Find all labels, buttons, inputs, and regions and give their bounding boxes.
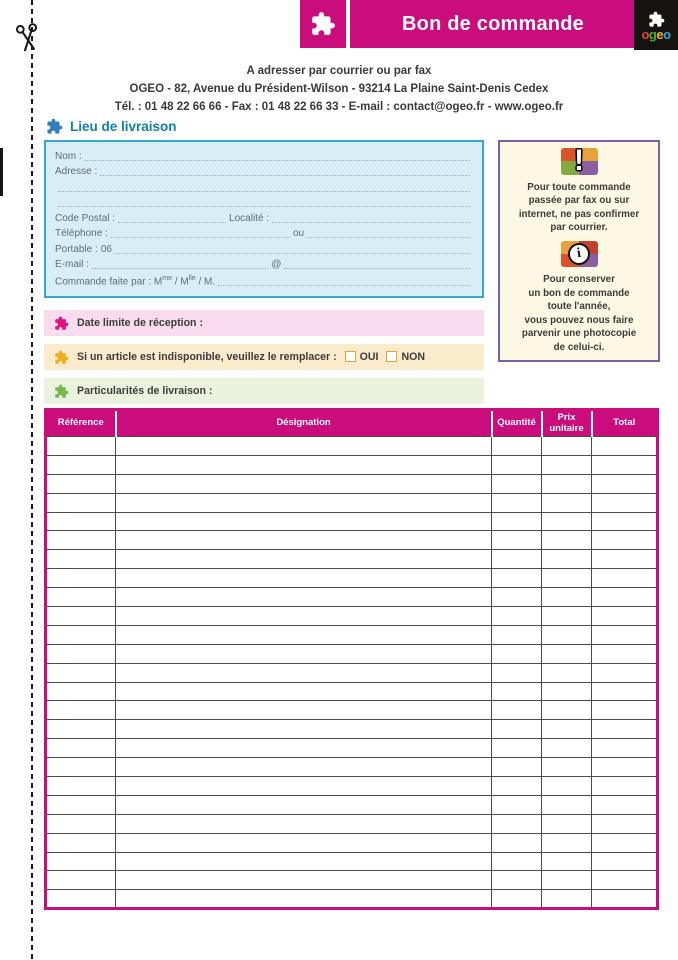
table-cell[interactable] [492,739,542,758]
non-label: NON [401,351,426,363]
delivery-form-box [44,140,484,298]
table-cell[interactable] [116,455,492,474]
table-cell[interactable] [116,739,492,758]
table-cell[interactable] [492,852,542,871]
table-cell[interactable] [492,720,542,739]
telephone-label: Téléphone : [55,228,108,240]
commande-par-input[interactable] [218,274,470,286]
table-cell[interactable] [542,758,592,777]
table-cell[interactable] [492,644,542,663]
table-cell[interactable] [592,720,658,739]
col-designation: Désignation [116,410,492,437]
table-row [46,512,658,531]
table-cell[interactable] [492,455,542,474]
table-cell[interactable] [116,720,492,739]
table-cell[interactable] [592,663,658,682]
table-row [46,625,658,644]
table-cell[interactable] [46,569,116,588]
table-cell[interactable] [592,777,658,796]
form-row [55,149,473,163]
table-cell[interactable] [542,720,592,739]
table-cell[interactable] [542,795,592,814]
table-cell[interactable] [116,777,492,796]
table-cell[interactable] [116,814,492,833]
header-puzzle-badge [300,0,346,48]
table-cell[interactable] [542,890,592,909]
table-cell[interactable] [492,625,542,644]
scissors-icon [11,20,45,58]
table-cell[interactable] [116,550,492,569]
replacement-label: Si un article est indisponible, veuillez le remplacer : OUI NON [77,351,426,363]
address-block [0,62,678,116]
table-cell[interactable] [492,550,542,569]
particularities-bar [44,378,484,404]
table-cell[interactable] [116,437,492,456]
form-row [55,257,473,271]
table-cell[interactable] [116,890,492,909]
particularities-label: Particularités de livraison : [77,385,213,397]
localite-input[interactable] [272,211,470,223]
oui-label: OUI [359,351,379,363]
email-domain-input[interactable] [284,257,470,269]
table-row [46,833,658,852]
table-cell[interactable] [592,625,658,644]
info-icon: i [561,241,598,268]
table-cell[interactable] [46,758,116,777]
table-cell[interactable] [492,890,542,909]
table-cell[interactable] [592,739,658,758]
table-cell[interactable] [492,588,542,607]
table-cell[interactable] [46,871,116,890]
table-cell[interactable] [542,644,592,663]
table-cell[interactable] [542,437,592,456]
email-local-input[interactable] [92,257,268,269]
table-cell[interactable] [542,814,592,833]
table-cell[interactable] [46,531,116,550]
table-cell[interactable] [542,550,592,569]
table-row [46,493,658,512]
table-cell[interactable] [592,852,658,871]
table-cell[interactable] [116,588,492,607]
table-cell[interactable] [542,871,592,890]
form-row [55,164,473,178]
table-cell[interactable] [592,607,658,626]
table-row [46,588,658,607]
table-cell[interactable] [492,777,542,796]
form-row [55,180,473,194]
table-cell[interactable] [592,644,658,663]
table-cell[interactable] [116,663,492,682]
table-cell[interactable] [46,550,116,569]
code-postal-input[interactable] [118,211,226,223]
table-cell[interactable] [492,493,542,512]
ogeo-letter: o [663,26,671,42]
adresse-input[interactable] [100,164,470,176]
table-cell[interactable] [542,455,592,474]
table-cell[interactable] [46,890,116,909]
adresse-input-line2[interactable] [58,180,470,192]
ou-label: ou [293,228,305,240]
portable-input[interactable] [115,242,470,254]
table-cell[interactable] [116,474,492,493]
at-sign: @ [271,259,282,271]
table-row [46,550,658,569]
table-cell[interactable] [46,795,116,814]
table-cell[interactable] [492,682,542,701]
delivery-section-heading [46,118,177,135]
table-cell[interactable] [542,588,592,607]
adresse-label: Adresse : [55,166,98,178]
table-cell[interactable] [116,607,492,626]
table-cell[interactable] [492,833,542,852]
deadline-bar [44,310,484,336]
table-cell[interactable] [542,682,592,701]
ogeo-letter: o [641,26,649,42]
table-cell[interactable] [116,833,492,852]
table-cell[interactable] [592,814,658,833]
table-cell[interactable] [46,739,116,758]
table-cell[interactable] [592,474,658,493]
address-line: Tél. : 01 48 22 66 66 - Fax : 01 48 22 66 33 - E-mail : contact@ogeo.fr - www.ogeo.fr [114,101,564,113]
form-row [55,226,473,240]
table-row [46,531,658,550]
table-row [46,682,658,701]
table-cell[interactable] [592,512,658,531]
table-cell[interactable] [46,852,116,871]
adresse-input-line3[interactable] [58,195,470,207]
table-cell[interactable] [592,890,658,909]
table-cell[interactable] [492,531,542,550]
table-cell[interactable] [46,814,116,833]
table-row [46,852,658,871]
table-cell[interactable] [46,588,116,607]
table-cell[interactable] [542,531,592,550]
table-cell[interactable] [542,569,592,588]
sidebar-note-1: Pour toute commande passée par fax ou sur internet, ne pas confirmer par courrier. [518,181,640,233]
address-line: A adresser par courrier ou par fax [246,65,432,77]
table-row [46,871,658,890]
table-cell[interactable] [542,777,592,796]
col-reference: Référence [46,410,116,437]
table-cell[interactable] [592,531,658,550]
nom-input[interactable] [85,149,470,161]
table-row [46,474,658,493]
table-cell[interactable] [46,663,116,682]
table-cell[interactable] [492,663,542,682]
delivery-heading-label: Lieu de livraison [70,119,177,134]
email-label: E-mail : [55,259,89,271]
localite-label: Localité : [229,212,270,224]
table-cell[interactable] [46,720,116,739]
sidebar-note-2: Pour conserver un bon de commande toute l'année, vous pouvez nous faire parvenir une photocopie de celui-ci. [521,274,637,353]
table-cell[interactable] [492,474,542,493]
table-cell[interactable] [542,833,592,852]
non-checkbox[interactable] [386,351,397,362]
table-cell[interactable] [46,474,116,493]
table-cell[interactable] [46,455,116,474]
table-row [46,795,658,814]
table-cell[interactable] [592,569,658,588]
table-cell[interactable] [542,739,592,758]
table-cell[interactable] [116,871,492,890]
table-cell[interactable] [116,531,492,550]
puzzle-icon [46,118,63,135]
form-row [55,211,473,225]
table-cell[interactable] [592,701,658,720]
table-cell[interactable] [592,493,658,512]
col-quantite: Quantité [492,410,542,437]
table-row [46,890,658,909]
form-row [55,195,473,209]
table-header-row [46,410,658,437]
table-cell[interactable] [116,625,492,644]
puzzle-icon [54,384,69,399]
table-cell[interactable] [542,607,592,626]
replacement-bar [44,344,484,370]
table-cell[interactable] [46,625,116,644]
table-cell[interactable] [116,701,492,720]
table-cell[interactable] [46,682,116,701]
ogeo-letter: e [656,26,664,42]
table-cell[interactable] [116,682,492,701]
table-cell[interactable] [46,607,116,626]
table-cell[interactable] [592,833,658,852]
commande-par-label: Commande faite par : $M^{me} / M^{lle}$ / M. [55,274,216,287]
table-cell[interactable] [492,437,542,456]
table-cell[interactable] [592,795,658,814]
portable-label: Portable : [55,243,98,255]
table-cell[interactable] [492,795,542,814]
table-cell[interactable] [46,833,116,852]
portable-prefix: 06 [100,243,112,255]
table-cell[interactable] [492,701,542,720]
table-cell[interactable] [542,625,592,644]
cut-line [31,0,33,960]
ogeo-letter: g [648,26,657,42]
table-cell[interactable] [592,437,658,456]
table-row [46,607,658,626]
table-row [46,720,658,739]
table-cell[interactable] [46,512,116,531]
table-cell[interactable] [116,493,492,512]
form-row [55,273,473,288]
table-cell[interactable] [46,644,116,663]
table-cell[interactable] [542,852,592,871]
puzzle-icon [310,11,336,37]
table-row [46,455,658,474]
col-total: Total [592,410,658,437]
header-title-band [350,0,636,48]
deadline-label: Date limite de réception : [77,317,203,329]
table-cell[interactable] [46,701,116,720]
table-cell[interactable] [492,814,542,833]
puzzle-icon [54,316,69,331]
table-cell[interactable] [592,588,658,607]
table-cell[interactable] [542,701,592,720]
table-cell[interactable] [492,512,542,531]
table-row [46,437,658,456]
table-cell[interactable] [492,569,542,588]
order-table-body [46,437,658,909]
telephone-alt-input[interactable] [307,226,470,238]
table-row [46,758,658,777]
table-cell[interactable] [46,493,116,512]
alert-icon: ! [561,148,598,175]
table-cell[interactable] [542,474,592,493]
table-cell[interactable] [592,550,658,569]
table-cell[interactable] [592,871,658,890]
form-row [55,242,473,256]
table-cell[interactable] [542,493,592,512]
table-cell[interactable] [592,682,658,701]
order-table [44,408,659,910]
table-cell[interactable] [116,569,492,588]
table-cell[interactable] [492,871,542,890]
table-cell[interactable] [492,758,542,777]
table-cell[interactable] [542,663,592,682]
table-cell[interactable] [592,455,658,474]
ogeo-logo [634,0,678,50]
table-cell[interactable] [116,852,492,871]
table-cell[interactable] [592,758,658,777]
table-cell[interactable] [116,644,492,663]
table-row [46,701,658,720]
table-row [46,569,658,588]
ogeo-logo-text [641,26,671,42]
table-row [46,777,658,796]
table-cell[interactable] [116,795,492,814]
table-row [46,739,658,758]
telephone-input[interactable] [111,226,290,238]
col-prix-unitaire: Prix unitaire [542,410,592,437]
page-title: Bon de commande [402,12,584,35]
address-line: OGEO - 82, Avenue du Président-Wilson - 93214 La Plaine Saint-Denis Cedex [129,83,549,95]
oui-checkbox[interactable] [345,351,356,362]
table-row [46,663,658,682]
crop-mark [0,148,3,196]
table-cell[interactable] [492,607,542,626]
table-cell[interactable] [542,512,592,531]
code-postal-label: Code Postal : [55,212,116,224]
table-cell[interactable] [116,512,492,531]
table-row [46,644,658,663]
nom-label: Nom : [55,151,82,162]
table-row [46,814,658,833]
table-cell[interactable] [116,758,492,777]
table-cell[interactable] [46,437,116,456]
puzzle-icon [648,11,665,28]
sidebar-note-box [498,140,660,362]
table-cell[interactable] [46,777,116,796]
puzzle-icon [54,350,69,365]
